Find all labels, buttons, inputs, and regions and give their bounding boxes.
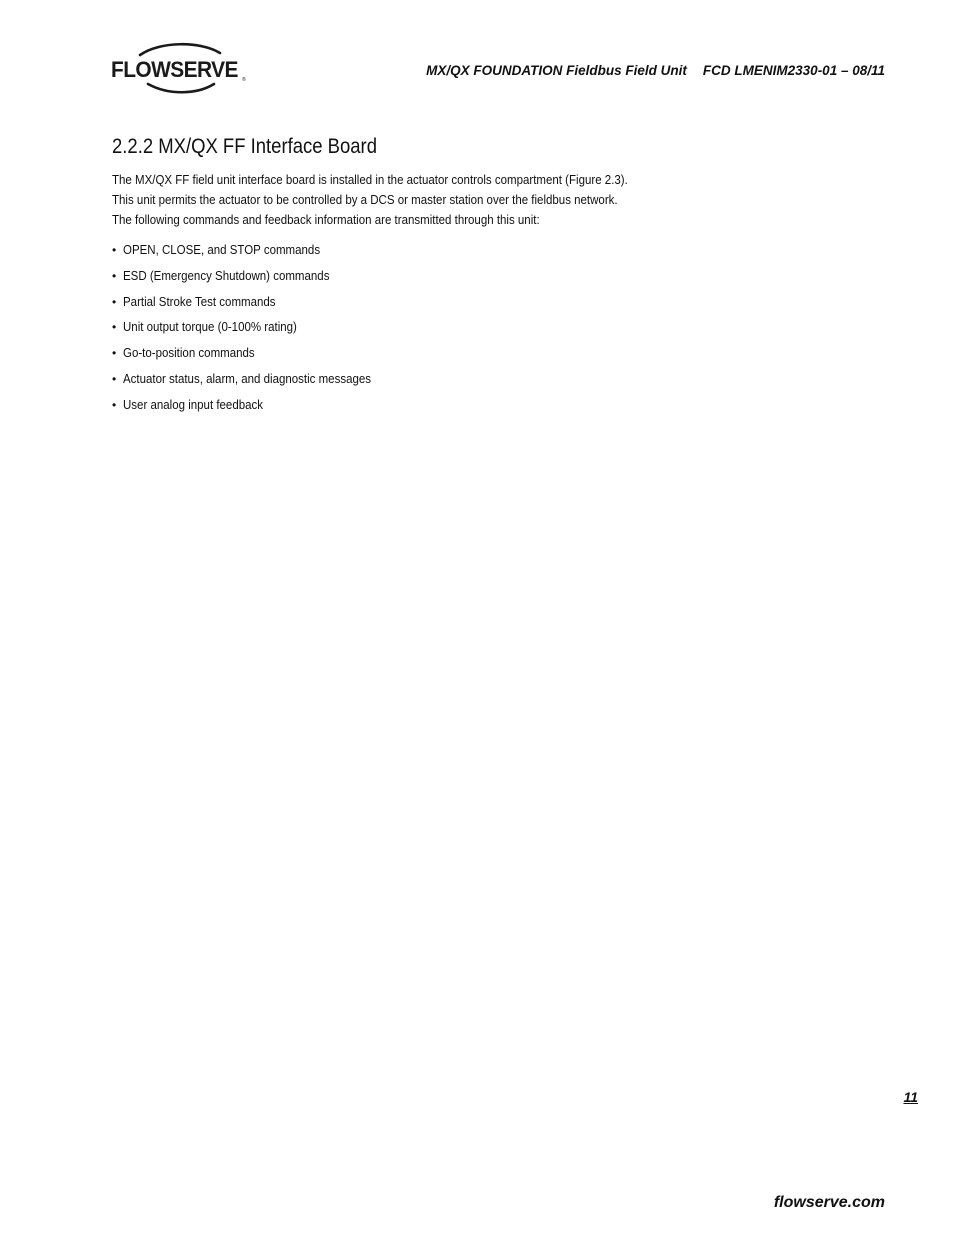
document-title: MX/QX FOUNDATION Fieldbus Field Unit (426, 63, 687, 78)
bullet-icon: • (112, 294, 117, 309)
bullet-icon: • (112, 346, 117, 361)
intro-line: The following commands and feedback information are transmitted through this unit: (112, 213, 540, 227)
list-item (112, 241, 393, 267)
flowserve-logo (110, 40, 250, 98)
bullet-icon: • (112, 243, 117, 257)
intro-line: The MX/QX FF field unit interface board is installed in the actuator controls compartment (Figure 2.3). (112, 173, 628, 187)
document-header (426, 63, 885, 78)
list-item-text: Go-to-position commands (123, 346, 255, 361)
bullet-icon: • (112, 397, 117, 412)
intro-line: This unit permits the actuator to be controlled by a DCS or master station over the fieldbus network. (112, 193, 618, 207)
logo-registered-mark: ® (242, 77, 246, 83)
list-item (112, 267, 393, 293)
bullet-icon: • (112, 371, 117, 386)
section-title: 2.2.2 MX/QX FF Interface Board (112, 135, 378, 158)
footer-website-link[interactable]: flowserve.com (773, 1194, 885, 1211)
list-item (112, 318, 393, 344)
list-item (112, 293, 393, 319)
list-item (112, 370, 393, 396)
list-item-text: ESD (Emergency Shutdown) commands (123, 268, 330, 283)
command-list (112, 241, 393, 422)
document-code: FCD LMENIM2330-01 – 08/11 (702, 63, 885, 78)
list-item-text: Unit output torque (0-100% rating) (123, 320, 297, 335)
list-item-text: Partial Stroke Test commands (123, 294, 276, 309)
bullet-icon: • (112, 268, 117, 283)
list-item-text: OPEN, CLOSE, and STOP commands (123, 243, 321, 257)
list-item (112, 344, 393, 370)
logo-wordmark: FLOWSERVE (111, 57, 238, 82)
list-item-text: User analog input feedback (123, 397, 264, 412)
list-item (112, 396, 393, 422)
page-number: 11 (903, 1089, 918, 1105)
list-item-text: Actuator status, alarm, and diagnostic messages (123, 371, 372, 386)
intro-paragraph (112, 170, 752, 230)
bullet-icon: • (112, 320, 117, 335)
